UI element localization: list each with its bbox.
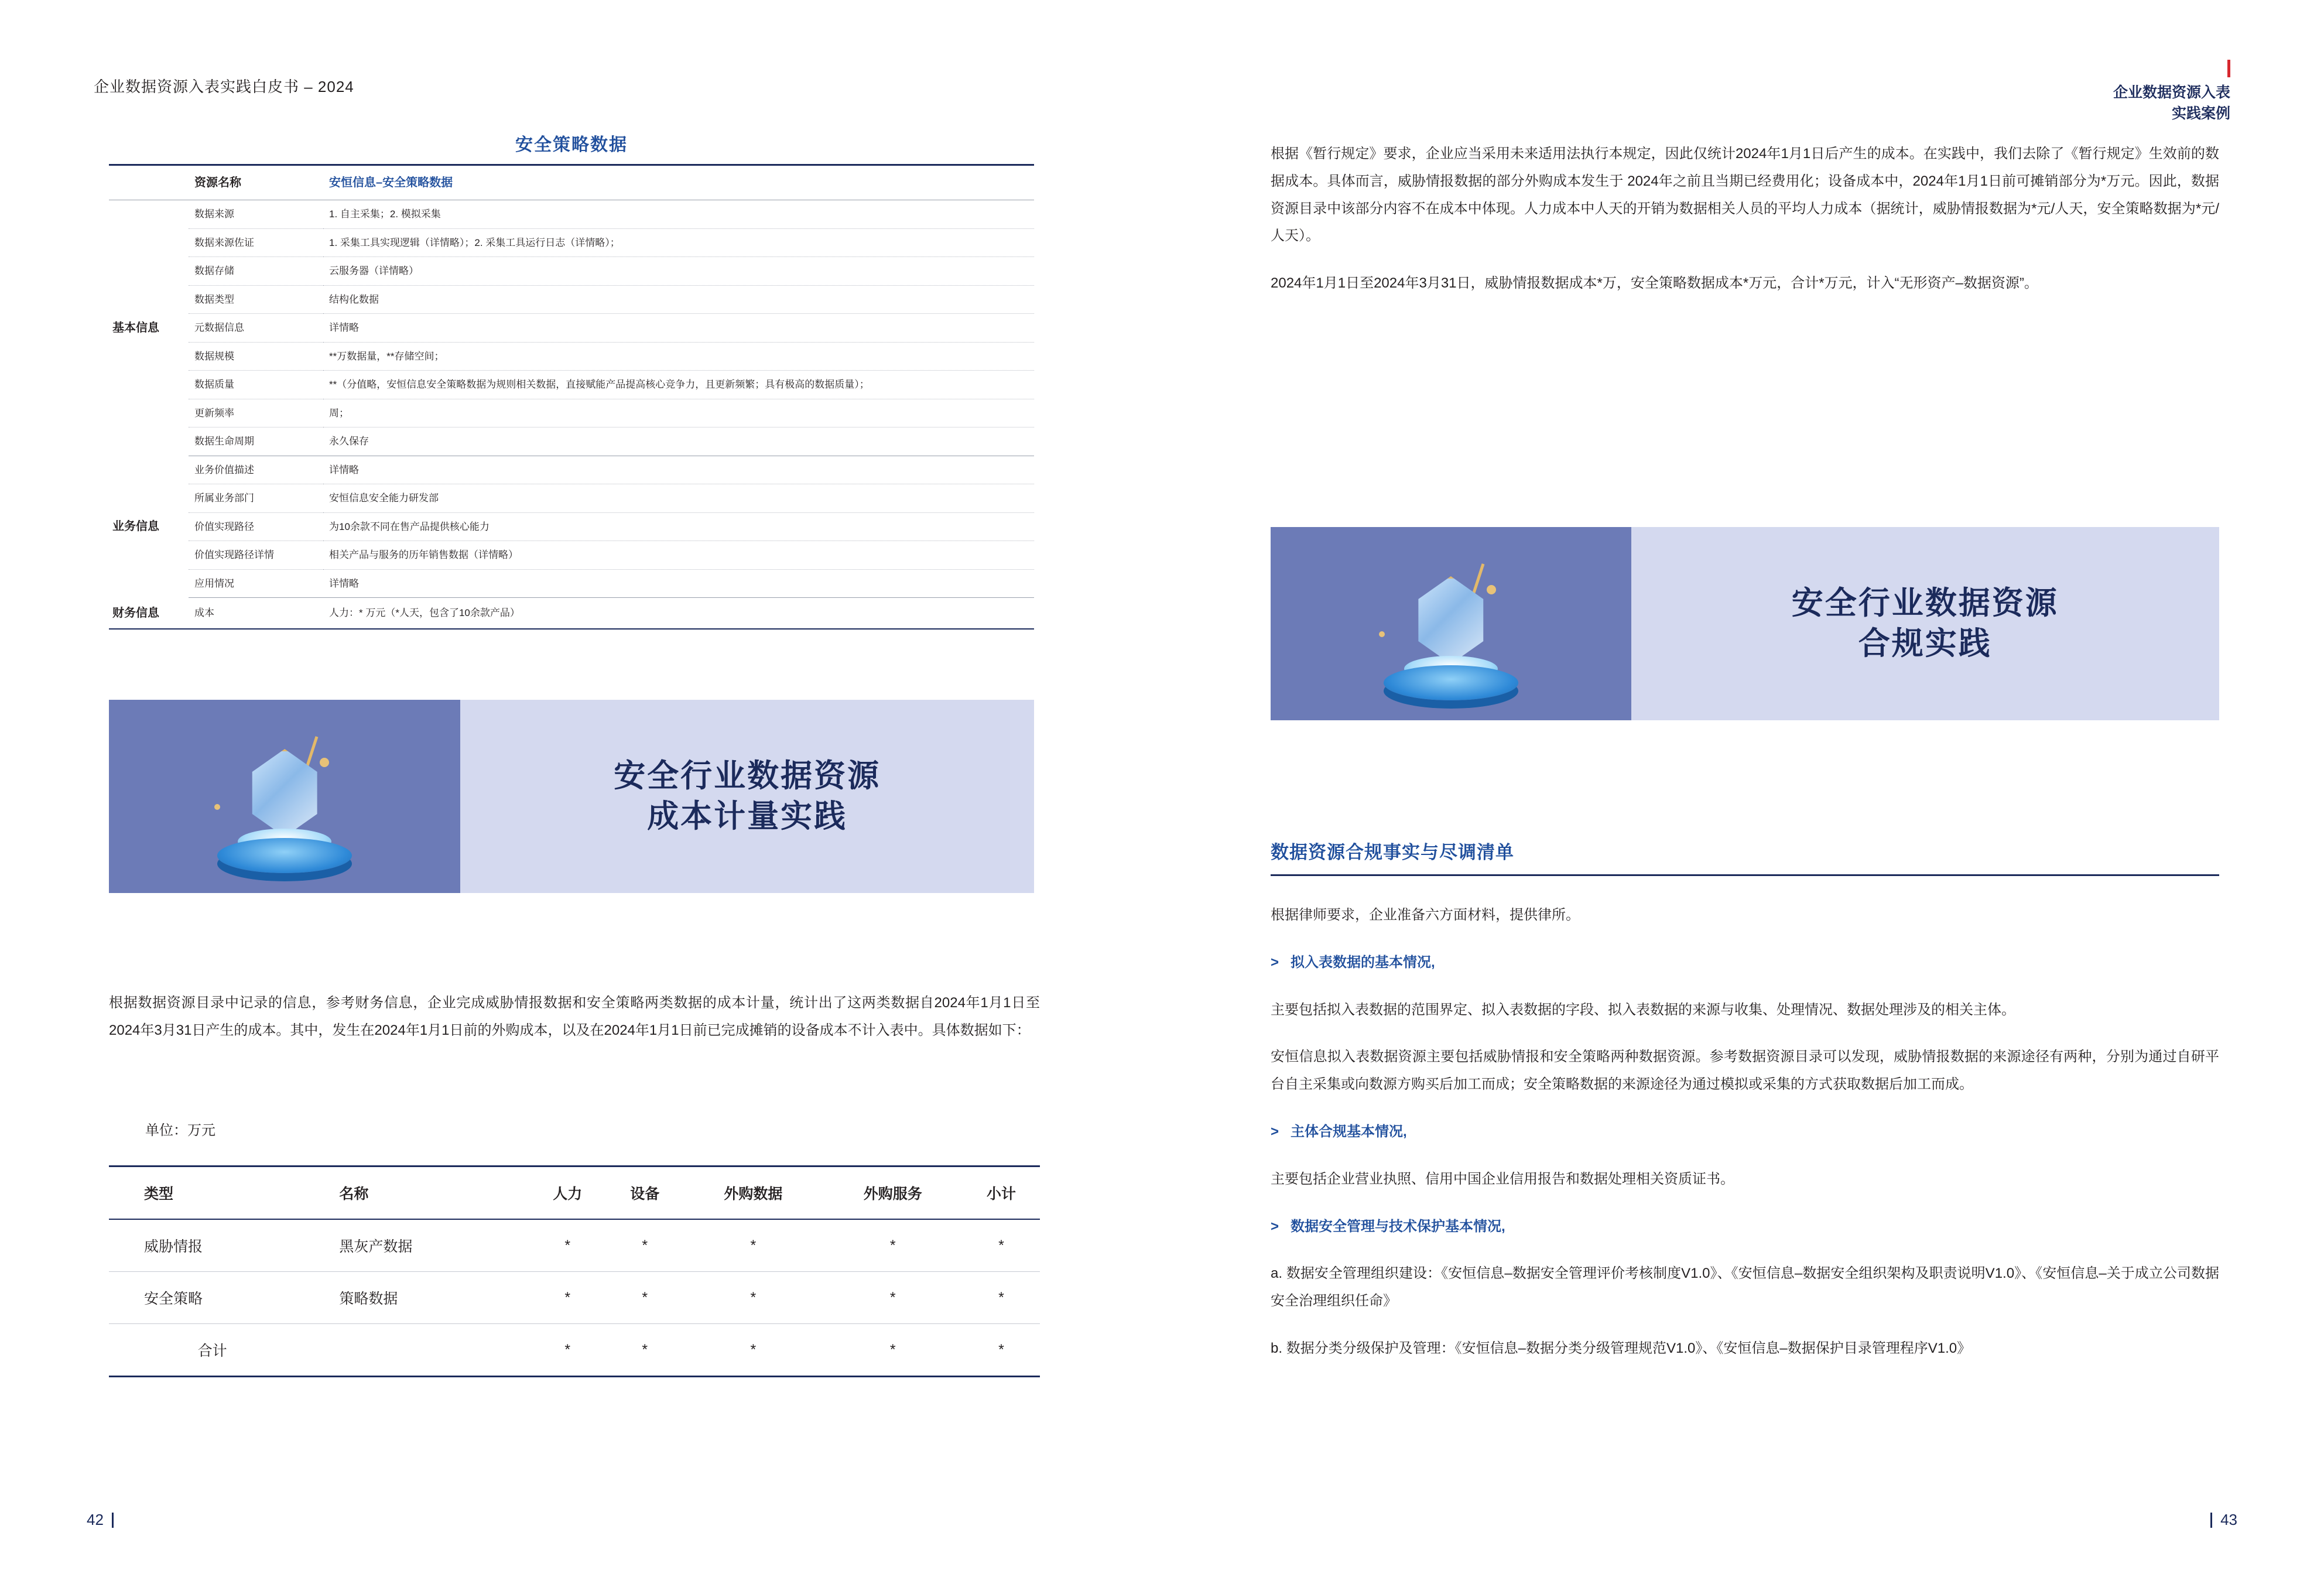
cell: * — [683, 1272, 823, 1324]
page-number-right — [2210, 1511, 2237, 1529]
cell: 合计 — [109, 1324, 316, 1377]
row-value: 结构化数据 — [323, 285, 1034, 314]
cell: * — [529, 1219, 606, 1272]
pedestal-base — [217, 838, 352, 873]
paragraph: a. 数据安全管理组织建设：《安恒信息–数据安全管理评价考核制度V1.0》、《安恒信息–数据安全组织架构及职责说明V1.0》、《安恒信息–关于成立公司数据安全治理组织任命》 — [1271, 1265, 2219, 1309]
row-key: 数据类型 — [189, 285, 323, 314]
row-value: 1. 采集工具实现逻辑（详情略）；2. 采集工具运行日志（详情略）； — [323, 228, 1034, 257]
running-head-right-line2: 实践案例 — [2171, 105, 2230, 122]
row-value: 相关产品与服务的历年销售数据（详情略） — [323, 541, 1034, 570]
row-value: 安恒信息安全能力研发部 — [323, 484, 1034, 513]
row-key: 所属业务部门 — [189, 484, 323, 513]
sparkle-icon — [1487, 585, 1496, 594]
list-item-label: 拟入表数据的基本情况, — [1291, 954, 1435, 970]
cell: * — [963, 1272, 1040, 1324]
table-row — [109, 166, 1034, 200]
banner-line-1: 安全行业数据资源 — [1791, 585, 2059, 621]
banner-text — [1631, 527, 2219, 720]
paragraph: 2024年1月1日至2024年3月31日，威胁情报数据成本*万，安全策略数据成本*万元，合计*万元，计入“无形资产–数据资源”。 — [1271, 275, 2038, 292]
table-row — [109, 285, 1034, 314]
table-row — [109, 598, 1034, 629]
cell: * — [963, 1219, 1040, 1272]
banner-illustration — [1271, 527, 1631, 720]
cell: * — [606, 1219, 683, 1272]
table-row — [109, 427, 1034, 456]
running-head-left: 企业数据资源入表实践白皮书 – 2024 — [94, 78, 354, 95]
cell: * — [823, 1324, 963, 1377]
col-external-data: 外购数据 — [683, 1166, 823, 1220]
sparkle-icon — [214, 804, 220, 810]
table-row — [109, 1272, 1040, 1324]
row-key: 业务价值描述 — [189, 456, 323, 484]
row-key: 成本 — [189, 598, 323, 629]
paragraph: 根据《暂行规定》要求，企业应当采用未来适用法执行本规定，因此仅统计2024年1月1日后产生的成本。在实践中，我们去除了《暂行规定》生效前的数据成本。具体而言，威胁情报数据的部分外购成本发生于 2024年之前且当期已经费用化；设备成本中，2024年1月1日前可摊销部分为*万元。因此，数据资源目录中该部分内容不在成本中体现。人力成本中人天的开销为数据相关人员的平均人力成本（据统计，威胁情报数据为*元/人天，安全策略数据为*元/人天）。 — [1271, 146, 2219, 244]
col-equipment: 设备 — [606, 1166, 683, 1220]
row-value: **（分值略，安恒信息安全策略数据为规则相关数据，直接赋能产品提高核心竞争力，且更新频繁；具有极高的数据质量）； — [323, 371, 1034, 399]
paragraph: b. 数据分类分级保护及管理：《安恒信息–数据分类分级管理规范V1.0》、《安恒信息–数据保护目录管理程序V1.0》 — [1271, 1340, 1972, 1356]
table-row — [109, 1324, 1040, 1377]
folio-number: 43 — [2220, 1511, 2237, 1528]
table-row — [109, 541, 1034, 570]
gem-icon — [1412, 576, 1490, 664]
row-key: 数据生命周期 — [189, 427, 323, 456]
sparkle-icon — [1379, 631, 1385, 637]
row-key: 数据来源佐证 — [189, 228, 323, 257]
cell: * — [683, 1324, 823, 1377]
row-key: 数据来源 — [189, 200, 323, 229]
col-subtotal: 小计 — [963, 1166, 1040, 1220]
folio-rule — [112, 1513, 114, 1528]
cell: * — [823, 1219, 963, 1272]
list-item-label: 数据安全管理与技术保护基本情况, — [1291, 1218, 1505, 1234]
row-key: 应用情况 — [189, 569, 323, 598]
cell: * — [963, 1324, 1040, 1377]
cell: 威胁情报 — [109, 1219, 316, 1272]
cell: * — [823, 1272, 963, 1324]
cell: 黑灰产数据 — [316, 1219, 529, 1272]
list-item — [1271, 1118, 2219, 1146]
col-external-service: 外购服务 — [823, 1166, 963, 1220]
cell: * — [606, 1324, 683, 1377]
table-row — [109, 342, 1034, 371]
paragraph: 安恒信息拟入表数据资源主要包括威胁情报和安全策略两种数据资源。参考数据资源目录可以发现，威胁情报数据的来源途径有两种，分别为通过自研平台自主采集或向数源方购买后加工而成；安全策略数据的来源途径为通过模拟或采集的方式获取数据后加工而成。 — [1271, 1049, 2219, 1093]
row-value: 详情略 — [323, 456, 1034, 484]
row-key: 元数据信息 — [189, 314, 323, 343]
banner-illustration — [109, 700, 460, 893]
paragraph: 主要包括拟入表数据的范围界定、拟入表数据的字段、拟入表数据的来源与收集、处理情况、数据处理涉及的相关主体。 — [1271, 1001, 2015, 1018]
banner-line-2: 成本计量实践 — [647, 799, 848, 834]
table-row — [109, 257, 1034, 286]
list-item — [1271, 1213, 2219, 1241]
cost-table-unit: 单位：万元 — [145, 1123, 215, 1138]
cell: 安全策略 — [109, 1272, 316, 1324]
paragraph: 根据律师要求，企业准备六方面材料，提供律所。 — [1271, 907, 1580, 923]
chevron-right-icon: > — [1271, 1123, 1279, 1140]
row-value: 为10余款不同在售产品提供核心能力 — [323, 512, 1034, 541]
row-value: 1. 自主采集；2. 模拟采集 — [323, 200, 1034, 229]
cost-summary-table — [109, 1165, 1040, 1377]
cell: * — [606, 1272, 683, 1324]
group-label-empty — [109, 166, 189, 200]
section-banner-cost — [109, 700, 1034, 893]
row-value: 云服务器（详情略） — [323, 257, 1034, 286]
list-item — [1271, 949, 2219, 977]
section-banner-compliance — [1271, 527, 2219, 720]
cell: * — [529, 1324, 606, 1377]
row-key: 价值实现路径详情 — [189, 541, 323, 570]
cell — [316, 1324, 529, 1377]
page-number-left — [87, 1511, 114, 1529]
table-row — [109, 512, 1034, 541]
banner-text — [460, 700, 1034, 893]
row-value: 详情略 — [323, 569, 1034, 598]
header-key: 资源名称 — [189, 166, 323, 200]
table-row — [109, 456, 1034, 484]
paragraph: 主要包括企业营业执照、信用中国企业信用报告和数据处理相关资质证书。 — [1271, 1171, 1734, 1187]
section-heading: 数据资源合规事实与尽调清单 — [1271, 837, 2219, 876]
row-value: 人力：* 万元（*人天，包含了10余款产品） — [323, 598, 1034, 629]
table-header-row — [109, 1166, 1040, 1220]
table-row — [109, 399, 1034, 427]
table-title: 安全策略数据 — [109, 130, 1034, 166]
col-name: 名称 — [316, 1166, 529, 1220]
gem-icon — [246, 749, 323, 837]
compliance-content — [1271, 902, 2219, 1383]
row-value: 周； — [323, 399, 1034, 427]
row-key: 价值实现路径 — [189, 512, 323, 541]
sparkle-icon — [320, 758, 329, 767]
group-label-finance: 财务信息 — [109, 598, 189, 629]
cost-intro-paragraph: 根据数据资源目录中记录的信息，参考财务信息，企业完成威胁情报数据和安全策略两类数据的成本计量，统计出了这两类数据自2024年1月1日至2024年3月31日产生的成本。其中，发生在2024年1月1日前的外购成本，以及在2024年1月1日前已完成摊销的设备成本不计入表中。具体数据如下： — [109, 995, 1040, 1038]
banner-line-1: 安全行业数据资源 — [614, 758, 881, 793]
cell: * — [529, 1272, 606, 1324]
group-label-basic: 基本信息 — [112, 321, 159, 334]
table-row — [109, 484, 1034, 513]
row-value: 详情略 — [323, 314, 1034, 343]
running-head-right — [2113, 82, 2230, 125]
table-row — [109, 228, 1034, 257]
table-row — [109, 1219, 1040, 1272]
chevron-right-icon: > — [1271, 954, 1279, 970]
group-label-business: 业务信息 — [112, 520, 159, 533]
row-key: 数据存储 — [189, 257, 323, 286]
table-row — [109, 314, 1034, 343]
row-key: 数据规模 — [189, 342, 323, 371]
table-row — [109, 371, 1034, 399]
cell: * — [683, 1219, 823, 1272]
folio-rule — [2210, 1513, 2212, 1528]
pedestal-base — [1384, 665, 1518, 700]
chevron-right-icon: > — [1271, 1218, 1279, 1234]
row-value: **万数据量，**存储空间； — [323, 342, 1034, 371]
cell: 策略数据 — [316, 1272, 529, 1324]
col-labor: 人力 — [529, 1166, 606, 1220]
list-item-label: 主体合规基本情况, — [1291, 1123, 1407, 1140]
header-value: 安恒信息–安全策略数据 — [323, 166, 1034, 200]
running-head-right-line1: 企业数据资源入表 — [2113, 84, 2230, 101]
banner-line-2: 合规实践 — [1858, 626, 1992, 661]
red-rule — [2227, 60, 2230, 77]
col-type: 类型 — [109, 1166, 316, 1220]
table-row — [109, 569, 1034, 598]
row-key: 更新频率 — [189, 399, 323, 427]
right-top-text — [1271, 141, 2219, 317]
table-row — [109, 200, 1034, 229]
row-key: 数据质量 — [189, 371, 323, 399]
security-policy-data-table — [109, 130, 1034, 630]
folio-number: 42 — [87, 1511, 104, 1528]
row-value: 永久保存 — [323, 427, 1034, 456]
